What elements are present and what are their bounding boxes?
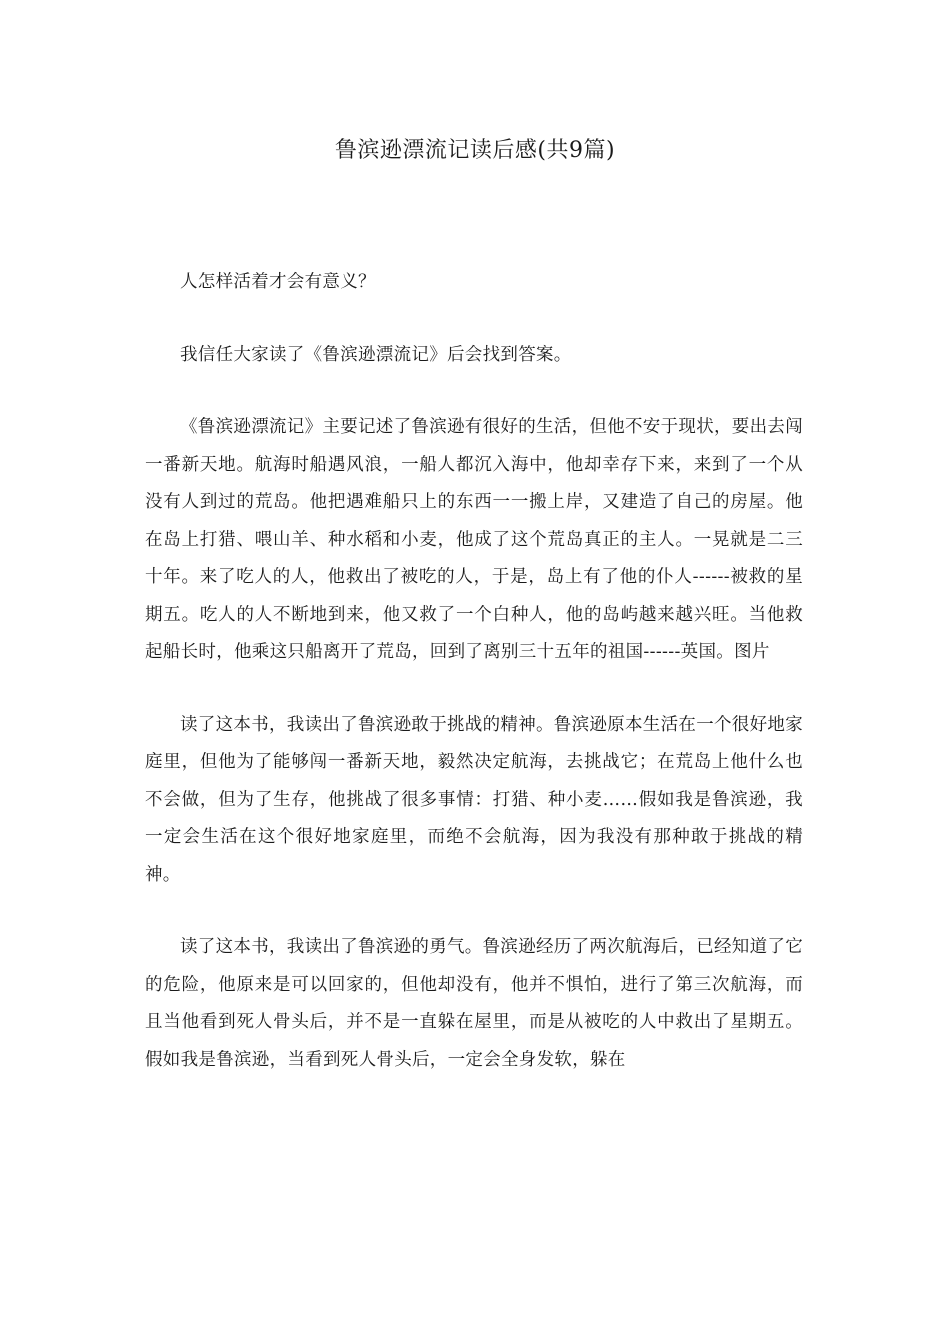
paragraph-summary: 《鲁滨逊漂流记》主要记述了鲁滨逊有很好的生活，但他不安于现状，要出去闯一番新天地。航海时船遇风浪，一船人都沉入海中，他却幸存下来，来到了一个从没有人到过的荒岛。他把遇难船只上的东西一一搬上岸，又建造了自己的房屋。他在岛上打猎、喂山羊、种水稻和小麦，他成了这个荒岛真正的主人。一晃就是二三十年。来了吃人的人，他救出了被吃的人，于是，岛上有了他的仆人------被救的星期五。吃人的人不断地到来，他又救了一个白种人，他的岛屿越来越兴旺。当他救起船长时，他乘这只船离开了荒岛，回到了离别三十五年的祖国------英国。图片: [145, 417, 803, 662]
document-title: 鲁滨逊漂流记读后感(共9篇): [334, 138, 616, 163]
paragraph-intro: 我信任大家读了《鲁滨逊漂流记》后会找到答案。: [180, 344, 572, 365]
paragraph-question: 人怎样活着才会有意义？: [180, 272, 376, 292]
paragraph-challenge: 读了这本书，我读出了鲁滨逊敢于挑战的精神。鲁滨逊原本生活在一个很好地家庭里，但他为了能够闯一番新天地，毅然决定航海，去挑战它；在荒岛上他什么也不会做，但为了生存，他挑战了很多事情：打猎、种小麦……假如我是鲁滨逊，我一定会生活在这个很好地家庭里，而绝不会航海，因为我没有那种敢于挑战的精神。: [145, 714, 803, 885]
document-body: [145, 264, 803, 1114]
paragraph-courage: 读了这本书，我读出了鲁滨逊的勇气。鲁滨逊经历了两次航海后，已经知道了它的危险，他原来是可以回家的，但他却没有，他并不惧怕，进行了第三次航海，而且当他看到死人骨头后，并不是一直躲在屋里，而是从被吃的人中救出了星期五。假如我是鲁滨逊，当看到死人骨头后，一定会全身发软，躲在: [145, 937, 803, 1070]
